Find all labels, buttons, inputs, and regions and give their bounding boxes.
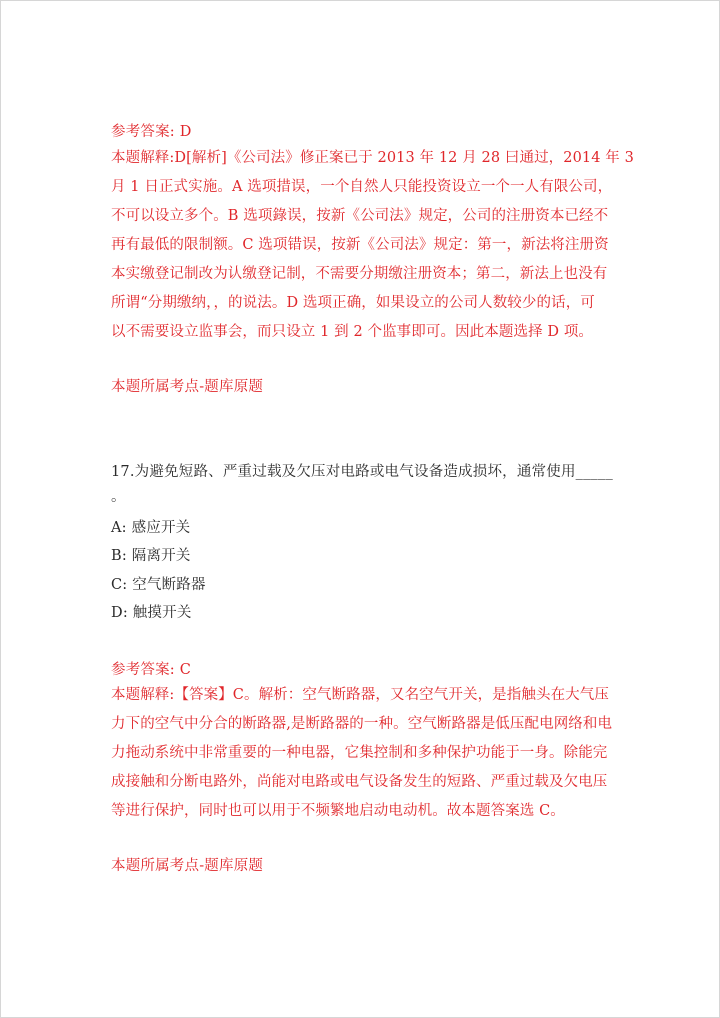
answer-label-1: 参考答案: D (111, 124, 192, 140)
explanation-line: 本实缴登记制改为认缴登记制，不需要分期缴注册资本；第二，新法上也没有 (111, 266, 608, 282)
explanation-line: 所谓“分期缴纳，，的说法。D 选项正确，如果设立的公司人数较少的话，可 (111, 295, 595, 311)
explanation-line: 力下的空气中分合的断路器,是断路器的一种。空气断路器是低压配电网络和电 (111, 716, 613, 732)
explanation-line: 本题解释:D[解析]《公司法》修正案已于 2013 年 12 月 28 曰通过，2014 年 3 (111, 150, 634, 166)
answer-label-2: 参考答案: C (111, 662, 191, 678)
option-b: B: 隔离开关 (111, 548, 191, 564)
explanation-line: 力拖动系统中非常重要的一种电器，它集控制和多种保护功能于一身。除能完 (111, 745, 608, 761)
explanation-line: 等进行保护，同时也可以用于不频繁地启动电动机。故本题答案选 C。 (111, 803, 565, 819)
question-stem: 17.为避免短路、严重过载及欠压对电路或电气设备造成损坏，通常使用_____ (111, 464, 613, 480)
source-label-2: 本题所属考点-题库原题 (111, 858, 264, 874)
question-stem-end: 。 (111, 489, 126, 505)
explanation-line: 月 1 日正式实施。A 选项措误，一个自然人只能投资设立一个一人有限公司， (111, 179, 613, 195)
explanation-line: 本题解释:【答案】C。解析：空气断路器，又名空气开关，是指触头在大气压 (111, 687, 609, 703)
option-c: C: 空气断路器 (111, 577, 206, 593)
option-a: A: 感应开关 (111, 520, 191, 536)
explanation-1 (111, 144, 634, 347)
option-d: D: 触摸开关 (111, 605, 192, 621)
explanation-line: 成接触和分断电路外，尚能对电路或电气设备发生的短路、严重过载及欠电压 (111, 774, 608, 790)
explanation-2 (111, 681, 611, 826)
source-label-1: 本题所属考点-题库原题 (111, 379, 264, 395)
explanation-line: 以不需要设立监事会，而只设立 1 到 2 个监事即可。因此本题选择 D 项。 (111, 324, 594, 340)
explanation-line: 不可以设立多个。B 选项錄误，按新《公司法》规定，公司的注册资本已经不 (111, 208, 609, 224)
explanation-line: 再有最低的限制额。C 选项错误，按新《公司法》规定：第一，新法将注册资 (111, 237, 609, 253)
